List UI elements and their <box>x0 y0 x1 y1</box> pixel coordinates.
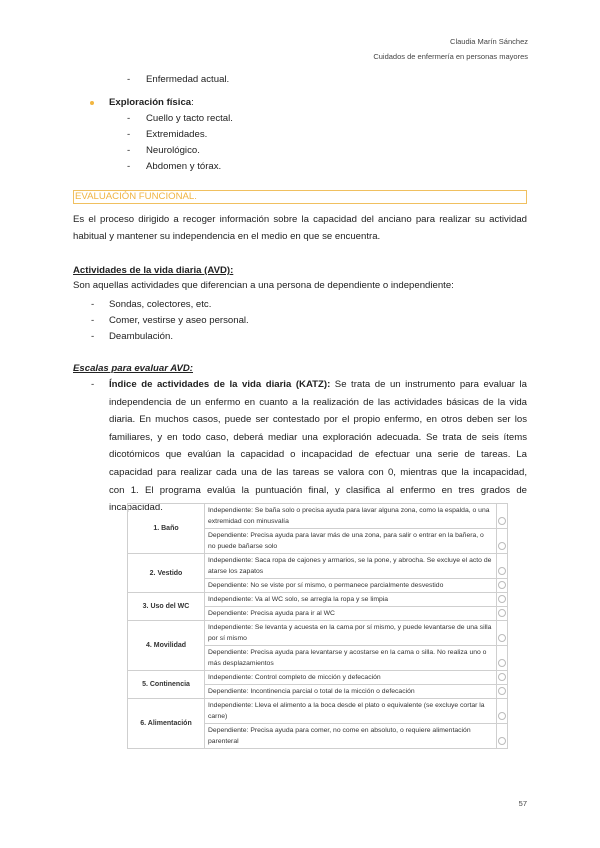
katz-table <box>127 503 508 749</box>
avd-heading-text: Actividades de la vida diaria (AVD): <box>73 265 234 276</box>
katz-line: diaria. En muchos casos, puede ser contestado por el propio enfermo, en otros deben ser los <box>109 414 527 426</box>
radio-button[interactable] <box>498 542 506 550</box>
avd-list <box>91 296 491 344</box>
list-item: - Comer, vestirse y aseo personal. <box>91 312 491 328</box>
header-course: Cuidados de enfermería en personas mayores <box>373 52 528 61</box>
list-item: - Neurológico. <box>127 142 427 158</box>
katz-line-text: Se trata de un instrumento para evaluar la <box>330 379 527 390</box>
option-text: Dependiente: Precisa ayuda para comer, no come en absoluto, o requiere alimentación parenteral <box>205 724 497 749</box>
bullet-icon <box>90 101 94 105</box>
list-item-text: Deambulación. <box>109 331 173 342</box>
list-item-text: Cuello y tacto rectal. <box>146 113 233 124</box>
exploracion-colon: : <box>191 97 194 108</box>
katz-line: dicotómicos que evalúan la capacidad o incapacidad de efectuar una serie de tareas. La <box>109 449 527 461</box>
katz-description <box>109 376 527 517</box>
option-text: Independiente: Control completo de micción y defecación <box>205 671 497 685</box>
option-text: Dependiente: Precisa ayuda para lavar más de una zona, para salir o entrar en la bañera, o no puede bañarse solo <box>205 529 497 554</box>
category-cell: 2. Vestido <box>128 554 205 593</box>
list-item-text: Sondas, colectores, etc. <box>109 299 212 310</box>
katz-line: capacidad para realizar cada una de las tareas se valora con 0, mientras que la incapacidad, <box>109 466 527 478</box>
list-item: - Sondas, colectores, etc. <box>91 296 491 312</box>
category-cell: 1. Baño <box>128 504 205 554</box>
radio-button[interactable] <box>498 581 506 589</box>
table-row <box>128 593 508 607</box>
table-row <box>128 621 508 646</box>
escalas-heading <box>73 360 527 377</box>
radio-button[interactable] <box>498 687 506 695</box>
radio-button[interactable] <box>498 634 506 642</box>
exploracion-heading <box>109 94 194 111</box>
category-cell: 5. Continencia <box>128 671 205 699</box>
category-cell: 4. Movilidad <box>128 621 205 671</box>
section-intro <box>73 211 527 245</box>
exploracion-title: Exploración física <box>109 97 192 108</box>
katz-dash: - <box>91 379 95 390</box>
katz-title: Índice de actividades de la vida diaria (KATZ): <box>109 379 331 390</box>
header-author: Claudia Marín Sánchez <box>450 37 528 46</box>
list-item: - Deambulación. <box>91 328 491 344</box>
category-cell: 3. Uso del WC <box>128 593 205 621</box>
option-text: Independiente: Saca ropa de cajones y armarios, se la pone, y abrocha. Se excluye el acto de atarse los zapatos <box>205 554 497 579</box>
katz-line: incapacidad. <box>109 502 163 514</box>
katz-line <box>109 376 527 394</box>
table-row <box>128 504 508 529</box>
option-text: Independiente: Se baña solo o precisa ayuda para lavar alguna zona, como la espalda, o una extremidad con minusvalía <box>205 504 497 529</box>
list-item: - Extremidades. <box>127 126 427 142</box>
avd-description: Son aquellas actividades que diferencian a una persona de dependiente o independiente: <box>73 280 454 291</box>
option-text: Dependiente: Precisa ayuda para levantarse y acostarse en la cama o silla. No realiza uno o más desplazamientos <box>205 646 497 671</box>
option-text: Dependiente: No se viste por sí mismo, o permanece parcialmente desvestido <box>205 579 497 593</box>
radio-button[interactable] <box>498 609 506 617</box>
option-text: Independiente: Va al WC solo, se arregla la ropa y se limpia <box>205 593 497 607</box>
radio-button[interactable] <box>498 673 506 681</box>
list-item-text: Enfermedad actual. <box>146 74 230 85</box>
table-row <box>128 671 508 685</box>
table-row <box>128 554 508 579</box>
exploracion-list <box>127 110 427 174</box>
radio-button[interactable] <box>498 595 506 603</box>
option-text: Independiente: Lleva el alimento a la boca desde el plato o equivalente (se excluye cortar la carne) <box>205 699 497 724</box>
radio-button[interactable] <box>498 712 506 720</box>
page-number: 57 <box>518 799 527 808</box>
list-item: - Cuello y tacto rectal. <box>127 110 427 126</box>
list-item-text: Comer, vestirse y aseo personal. <box>109 315 249 326</box>
radio-button[interactable] <box>498 659 506 667</box>
radio-button[interactable] <box>498 517 506 525</box>
option-text: Dependiente: Precisa ayuda para ir al WC <box>205 607 497 621</box>
list-item-text: Neurológico. <box>146 145 200 156</box>
option-text: Independiente: Se levanta y acuesta en la cama por sí mismo, y puede levantarse de una silla por sí mismo <box>205 621 497 646</box>
intro-line: Es el proceso dirigido a recoger información sobre la capacidad del anciano para realizar su actividad <box>73 214 527 225</box>
category-cell: 6. Alimentación <box>128 699 205 749</box>
option-text: Dependiente: Incontinencia parcial o total de la micción o defecación <box>205 685 497 699</box>
intro-line: habitual y mantener su independencia en el medio en que se encuentra. <box>73 231 381 242</box>
katz-line: con 1. El programa evalúa la puntuación final, y clasifica al enfermo en tres grados de <box>109 484 527 496</box>
radio-button[interactable] <box>498 737 506 745</box>
katz-line: independencia de un enfermo en cuanto a la realización de las actividades básicas de la vida <box>109 396 527 408</box>
list-item: - Abdomen y tórax. <box>127 158 427 174</box>
katz-line: familiares, y en todo caso, deberá mediar una exploración adecuada. Se trata de seis ítems <box>109 431 527 443</box>
list-item-text: Extremidades. <box>146 129 208 140</box>
radio-button[interactable] <box>498 567 506 575</box>
list-item-text: Abdomen y tórax. <box>146 161 222 172</box>
table-row <box>128 699 508 724</box>
section-title: EVALUACIÓN FUNCIONAL. <box>73 190 527 204</box>
escalas-heading-text: Escalas para evaluar AVD: <box>73 363 193 374</box>
